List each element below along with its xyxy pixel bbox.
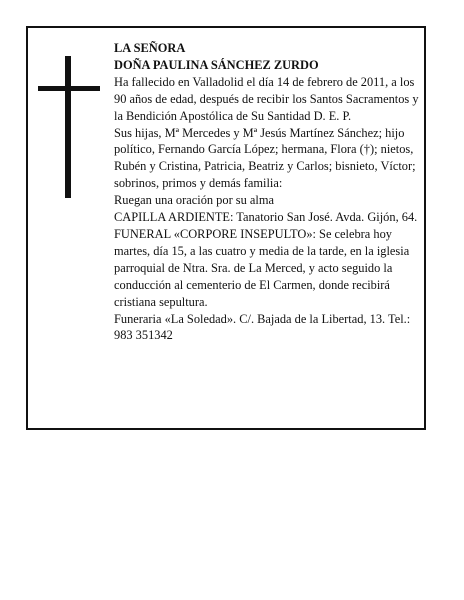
deceased-name: DOÑA PAULINA SÁNCHEZ ZURDO <box>114 57 319 72</box>
chapel-info: CAPILLA ARDIENTE: Tanatorio San José. Avda. Gijón, 64. <box>114 210 418 225</box>
death-announcement: Ha fallecido en Valladolid el día 14 de febrero de 2011, a los 90 años de edad, después de recibir los Santos Sacramentos y la Bendición Apostólica de Su Santidad D. E. P. <box>114 74 419 123</box>
obituary-text <box>114 40 424 344</box>
family-list: Sus hijas, Mª Mercedes y Mª Jesús Martínez Sánchez; hijo político, Fernando García López; hermana, Flora (†); nietos, Rubén y Cristina, Patricia, Beatriz y Carlos; bisnieto, Víctor; sobrinos, primos y demás familia: <box>114 125 416 191</box>
prayer-request: Ruegan una oración por su alma <box>114 193 274 208</box>
notice-heading-title: LA SEÑORA <box>114 41 186 55</box>
funeral-home-info: Funeraria «La Soledad». C/. Bajada de la Libertad, 13. Tel.: 983 351342 <box>114 311 411 343</box>
obituary-notice <box>26 26 426 430</box>
funeral-info: FUNERAL «CORPORE INSEPULTO»: Se celebra hoy martes, día 15, a las cuatro y media de la tarde, en la iglesia parroquial de Ntra. Sra. de La Merced, y acto seguido la conducción al cementerio de El Carmen, donde recibirá cristiana sepultura. <box>114 226 410 309</box>
cross-icon <box>38 56 100 198</box>
